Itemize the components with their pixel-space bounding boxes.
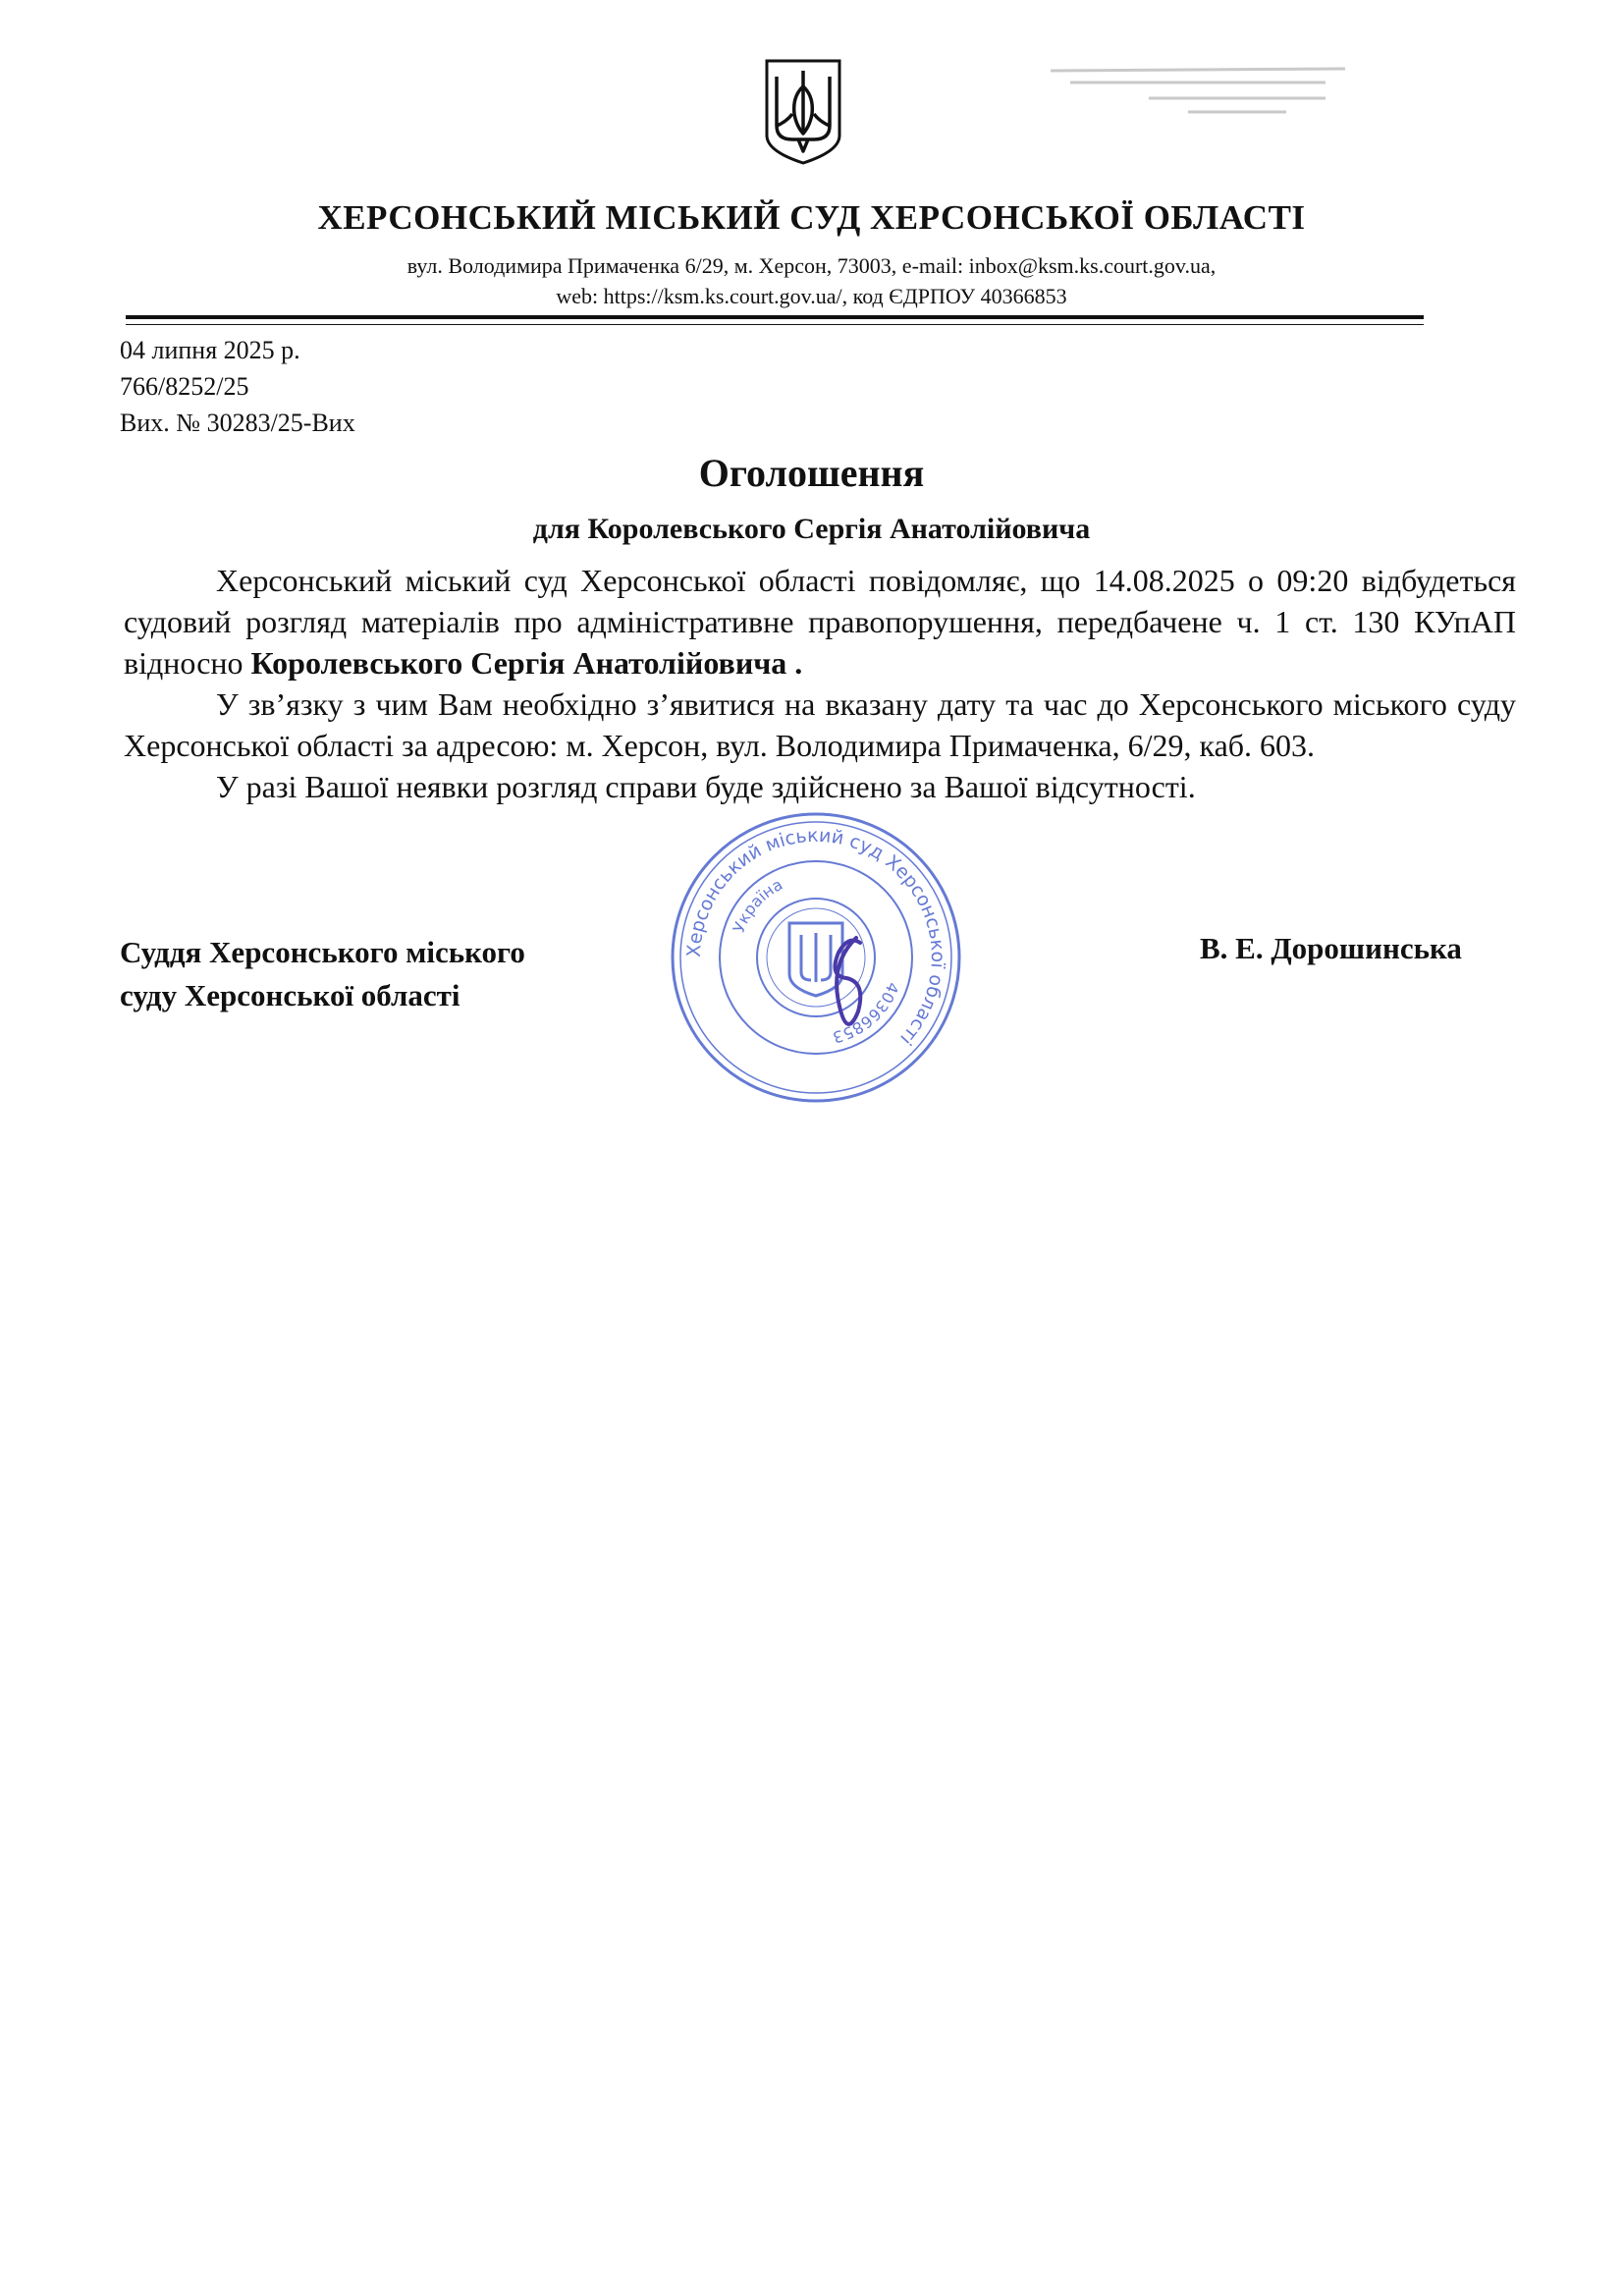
judge-name: В. Е. Дорошинська: [1200, 931, 1462, 965]
court-address: вул. Володимира Примаченка 6/29, м. Херсон, 73003, e-mail: inbox@ksm.ks.court.gov.ua,: [406, 253, 1217, 278]
paragraph-hearing: [124, 560, 1516, 683]
document-date: 04 липня 2025 р.: [120, 336, 300, 364]
announcement-title: Оголошення: [698, 451, 925, 495]
court-seal-icon: [664, 805, 968, 1110]
defendant-name: Королевського Сергія Анатолійовича: [250, 645, 787, 681]
judge-position: [120, 931, 525, 1017]
header-divider-thin: [126, 324, 1424, 325]
paragraph-hearing-end: .: [786, 645, 803, 681]
paragraph-appearance: У зв’язку з чим Вам необхідно з’явитися на вказану дату та час до Херсонського міського суду Херсонської області за адресою: м. Херсон, вул. Володимира Примаченка, 6/29, каб. 603.: [124, 686, 1516, 763]
paragraph-absence: У разі Вашої неявки розгляд справи буде здійснено за Вашої відсутності.: [216, 769, 1196, 804]
judge-position-line1: Суддя Херсонського міського: [120, 935, 525, 969]
announcement-recipient: для Королевського Сергія Анатолійовича: [532, 513, 1091, 545]
seal-outer-text: Херсонський міський суд Херсонської області: [682, 824, 949, 1050]
scan-artifact: [1031, 39, 1365, 137]
paragraph-hearing-text: Херсонський міський суд Херсонської області повідомляє, що 14.08.2025 о 09:20 відбудеться судовий розгляд матеріалів про адміністративне правопорушення, передбачене ч. 1 ст. 130 КУпАП відносно: [124, 563, 1516, 681]
seal-code: 40366853: [831, 979, 903, 1047]
court-web-code: web: https://ksm.ks.court.gov.ua/, код ЄДРПОУ 40366853: [556, 284, 1067, 308]
seal-inner-text: Україна: [729, 874, 786, 936]
coat-of-arms-icon: [763, 57, 843, 167]
outgoing-number: Вих. № 30283/25-Вих: [120, 409, 355, 437]
header-divider: [126, 315, 1424, 319]
case-number: 766/8252/25: [120, 372, 249, 401]
court-name: ХЕРСОНСЬКИЙ МІСЬКИЙ СУД ХЕРСОНСЬКОЇ ОБЛАСТІ: [317, 198, 1306, 237]
handwritten-signature: [835, 938, 860, 1024]
announcement-body: [124, 560, 1516, 807]
judge-position-line2: суду Херсонської області: [120, 978, 460, 1012]
svg-text:Україна: [730, 875, 785, 935]
